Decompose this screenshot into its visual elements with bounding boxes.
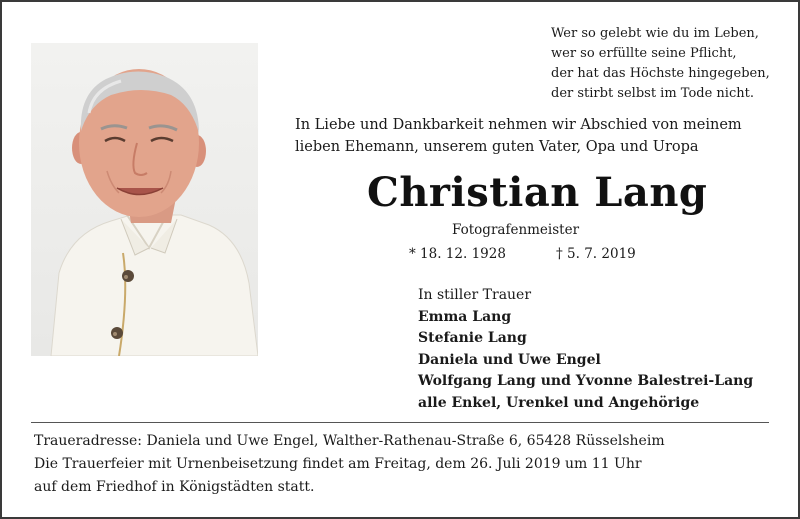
divider <box>31 422 769 423</box>
poem-line: der hat das Höchste hingegeben, <box>551 66 770 81</box>
ceremony-location: auf dem Friedhof in Königstädten statt. <box>34 479 315 495</box>
memorial-poem <box>551 24 770 104</box>
intro-line: In Liebe und Dankbarkeit nehmen wir Abschied von meinem <box>295 117 742 133</box>
ceremony-info: Die Trauerfeier mit Urnenbeisetzung findet am Freitag, dem 26. Juli 2019 um 11 Uhr <box>34 456 642 472</box>
mourner-name: Emma Lang <box>418 308 512 325</box>
poem-line: der stirbt selbst im Tode nicht. <box>551 86 754 101</box>
birth-date: * 18. 12. 1928 <box>409 246 506 262</box>
mourner-name: Wolfgang Lang und Yvonne Balestrei-Lang <box>418 373 754 389</box>
mourning-heading: In stiller Trauer <box>418 287 532 303</box>
poem-line: Wer so gelebt wie du im Leben, <box>551 26 759 41</box>
mourner-name: Stefanie Lang <box>418 330 527 346</box>
mourners-list <box>418 285 753 414</box>
funeral-details <box>34 430 665 499</box>
mourner-name: Daniela und Uwe Engel <box>418 351 601 368</box>
portrait-illustration <box>31 43 258 356</box>
death-date: † 5. 7. 2019 <box>556 246 636 262</box>
portrait-photo <box>31 43 258 356</box>
farewell-intro <box>295 114 742 158</box>
mourning-address: Traueradresse: Daniela und Uwe Engel, Walther-Rathenau-Straße 6, 65428 Rüsselsheim <box>34 433 665 449</box>
deceased-name: Christian Lang <box>367 169 708 216</box>
deceased-profession: Fotografenmeister <box>452 222 580 238</box>
poem-line: wer so erfüllte seine Pflicht, <box>551 46 737 61</box>
mourner-name: alle Enkel, Urenkel und Angehörige <box>418 394 700 411</box>
intro-line: lieben Ehemann, unserem guten Vater, Opa und Uropa <box>295 139 699 155</box>
